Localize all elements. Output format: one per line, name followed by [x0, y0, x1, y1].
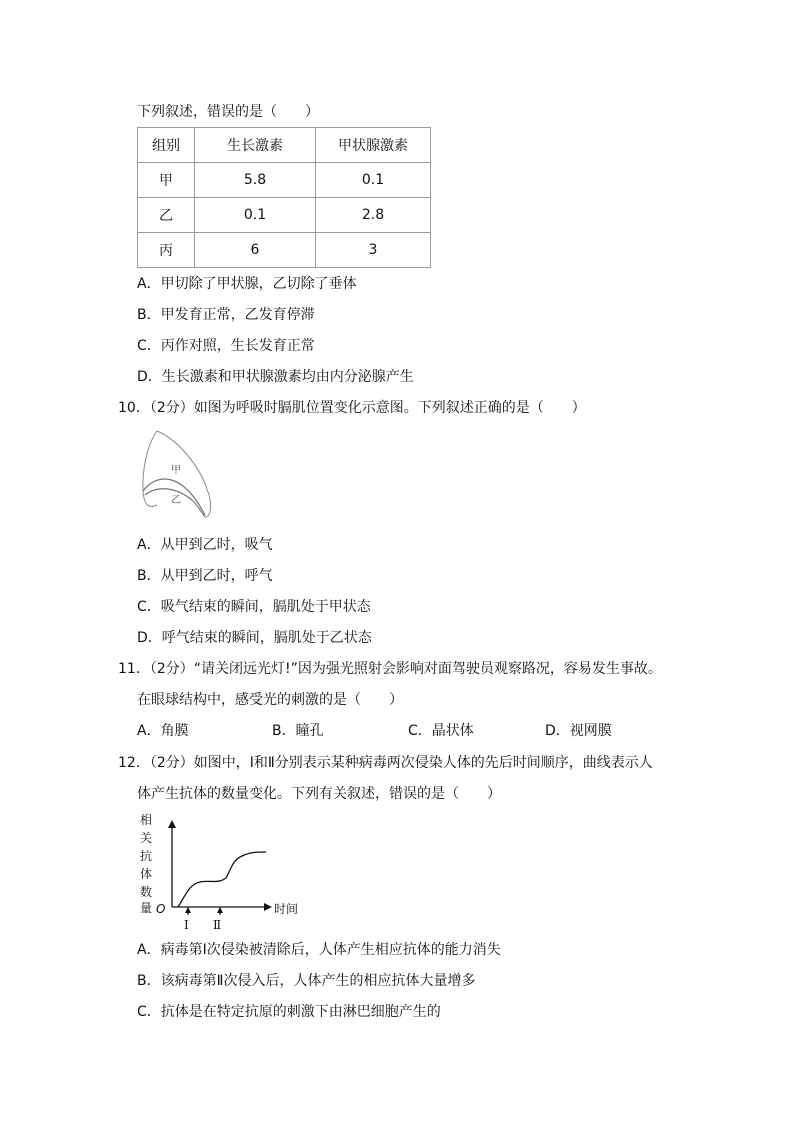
ylabel-char: 关	[140, 831, 153, 845]
q12-option-a: A．病毒第Ⅰ次侵染被清除后，人体产生相应抗体的能力消失	[137, 942, 501, 958]
q11-option-d: D．视网膜	[545, 723, 612, 739]
table-cell: 甲	[138, 163, 195, 198]
q9-option-b: B．甲发育正常，乙发育停滞	[137, 307, 315, 323]
table-row	[138, 163, 431, 198]
ylabel-char: 抗	[140, 849, 153, 863]
table-row	[138, 198, 431, 233]
ylabel-char: 体	[140, 867, 153, 881]
q9-option-d: D．生长激素和甲状腺激素均由内分泌腺产生	[137, 369, 414, 385]
table-cell: 0.1	[316, 163, 431, 198]
q11-option-c: C．晶状体	[408, 723, 474, 739]
q12-stem-line2: 体产生抗体的数量变化。下列有关叙述，错误的是（ ）	[137, 786, 501, 802]
q12-option-b: B．该病毒第Ⅱ次侵入后，人体产生的相应抗体大量增多	[137, 973, 476, 989]
q10-stem: 10．（2分）如图为呼吸时膈肌位置变化示意图。下列叙述正确的是（ ）	[118, 400, 586, 416]
header-thyroid-hormone: 甲状腺激素	[316, 128, 431, 163]
x-axis-label: 时间	[274, 902, 299, 916]
table-header-row	[138, 128, 431, 163]
ribcage-right-outline	[157, 431, 211, 517]
table-row	[138, 233, 431, 268]
q9-option-a: A．甲切除了甲状腺，乙切除了垂体	[137, 276, 357, 292]
table-cell: 6	[195, 233, 316, 268]
antibody-curve	[178, 852, 266, 907]
antibody-chart	[138, 812, 306, 930]
ylabel-char: 相	[140, 813, 153, 827]
hormone-table	[137, 127, 431, 268]
table-cell: 2.8	[316, 198, 431, 233]
y-axis-arrow	[168, 820, 176, 828]
diaphragm-label-lower: 乙	[171, 495, 181, 506]
table-cell: 5.8	[195, 163, 316, 198]
q12-option-c: C．抗体是在特定抗原的刺激下由淋巴细胞产生的	[137, 1004, 441, 1020]
table-cell: 丙	[138, 233, 195, 268]
table-cell: 3	[316, 233, 431, 268]
q9-option-c: C．丙作对照，生长发育正常	[137, 338, 315, 354]
header-growth-hormone: 生长激素	[195, 128, 316, 163]
ylabel-char: 量	[140, 901, 153, 915]
ribcage-left-outline	[143, 431, 157, 506]
ylabel-char: 数	[140, 885, 153, 899]
marker-2-label: Ⅱ	[213, 918, 222, 930]
marker-1-label: Ⅰ	[184, 918, 189, 930]
diaphragm-label-upper: 甲	[171, 465, 181, 476]
diaphragm-figure	[137, 425, 221, 523]
marker-1-arrowhead	[185, 907, 191, 913]
q11-stem-line2: 在眼球结构中，感受光的刺激的是（ ）	[137, 692, 403, 708]
x-axis-arrow	[264, 903, 272, 911]
q9-stem: 下列叙述，错误的是（ ）	[137, 104, 319, 120]
q11-stem-line1: 11．（2分）“请关闭远光灯!”因为强光照射会影响对面驾驶员观察路况，容易发生事故。	[118, 661, 662, 677]
marker-2-arrowhead	[217, 907, 223, 913]
q10-option-b: B．从甲到乙时，呼气	[137, 568, 273, 584]
q12-stem-line1: 12．（2分）如图中，Ⅰ和Ⅱ分别表示某种病毒两次侵染人体的先后时间顺序，曲线表示人	[118, 755, 653, 771]
q10-option-a: A．从甲到乙时，吸气	[137, 537, 273, 553]
q10-option-d: D．呼气结束的瞬间，膈肌处于乙状态	[137, 630, 372, 646]
table-cell: 0.1	[195, 198, 316, 233]
header-group: 组别	[138, 128, 195, 163]
table-cell: 乙	[138, 198, 195, 233]
q10-option-c: C．吸气结束的瞬间，膈肌处于甲状态	[137, 599, 371, 615]
q11-option-a: A．角膜	[137, 723, 189, 739]
q11-option-b: B．瞳孔	[272, 723, 324, 739]
origin-label: O	[156, 902, 166, 916]
